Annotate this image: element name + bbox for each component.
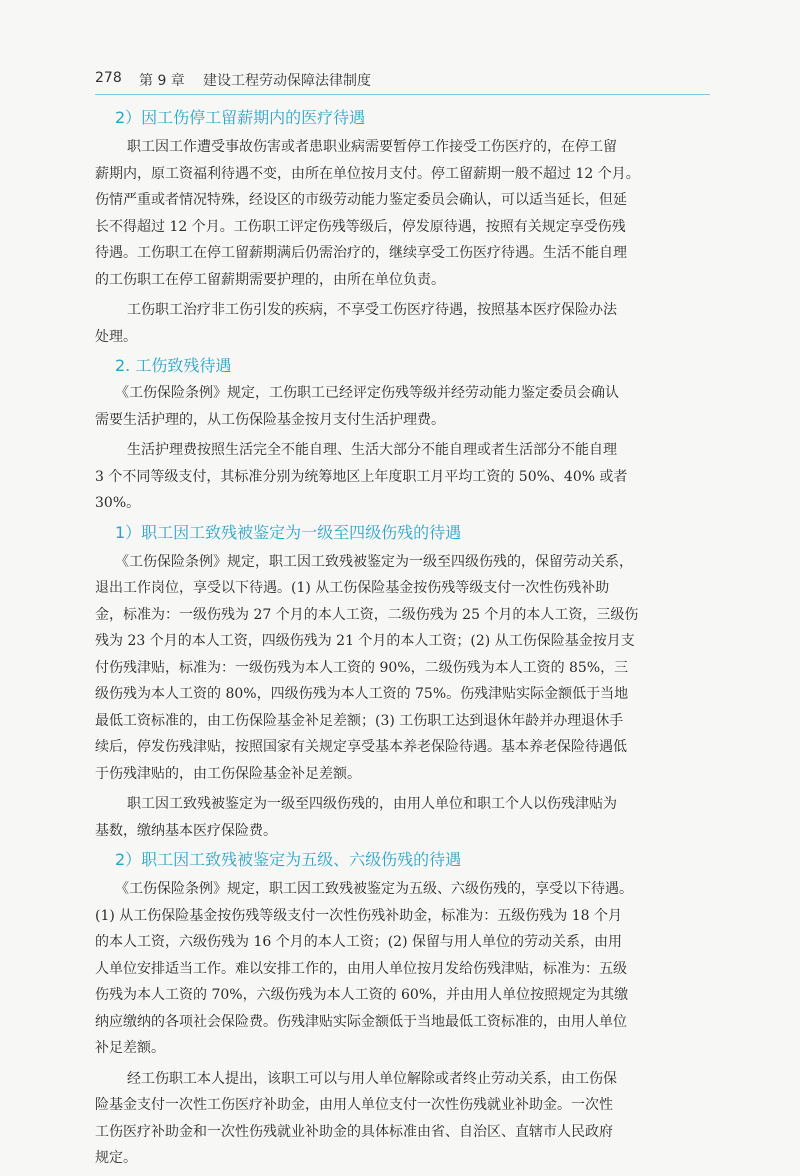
paragraph <box>95 1066 710 1172</box>
text-line: 《工伤保险条例》规定，工伤职工已经评定伤残等级并经劳动能力鉴定委员会确认 <box>115 385 619 401</box>
text-line: 30%。 <box>95 495 141 511</box>
text-line: 纳应缴纳的各项社会保险费。伤残津贴实际金额低于当地最低工资标准的，由用人单位 <box>95 1013 627 1030</box>
paragraph <box>95 549 710 788</box>
text-line: 伤情严重或者情况特殊，经设区的市级劳动能力鉴定委员会确认，可以适当延长，但延 <box>95 192 627 208</box>
text-line: 处理。 <box>95 328 137 345</box>
chapter-title: 建设工程劳动保障法律制度 <box>203 73 371 89</box>
text-line: 金，标准为：一级伤残为 27 个月的本人工资，二级伤残为 25 个月的本人工资，三级伤 <box>95 606 639 623</box>
paragraph <box>95 297 710 350</box>
text-line: (1) 从工伤保险基金按伤残等级支付一次性伤残补助金，标准为：五级伤残为 18 个月 <box>95 907 622 924</box>
paragraph <box>95 791 710 844</box>
text-line: 人单位安排适当工作。难以安排工作的，由用人单位按月发给伤残津贴，标准为：五级 <box>95 960 627 977</box>
chapter-label: 第 9 章 <box>139 73 185 89</box>
text-line: 付伤残津贴，标准为：一级伤残为本人工资的 90%，二级伤残为本人工资的 85%，三 <box>95 659 629 676</box>
text-line: 工伤职工治疗非工伤引发的疾病，不享受工伤医疗待遇，按照基本医疗保险办法 <box>127 302 617 318</box>
text-line: 需要生活护理的，从工伤保险基金按月支付生活护理费。 <box>95 411 445 428</box>
paragraph <box>95 437 710 517</box>
text-line: 级伤残为本人工资的 80%，四级伤残为本人工资的 75%。伤残津贴实际金额低于当地 <box>95 686 629 702</box>
page-number: 278 <box>95 70 122 86</box>
text-line: 待遇。工伤职工在停工留薪期满后仍需治疗的，继续享受工伤医疗待遇。生活不能自理 <box>95 245 627 261</box>
text-line: 续后，停发伤残津贴，按照国家有关规定享受基本养老保险待遇。基本养老保险待遇低 <box>95 739 627 755</box>
text-line: 生活护理费按照生活完全不能自理、生活大部分不能自理或者生活部分不能自理 <box>127 442 617 458</box>
subsection-heading: 2）职工因工致残被鉴定为五级、六级伤残的待遇 <box>115 850 462 869</box>
text-line: 残为 23 个月的本人工资，四级伤残为 21 个月的本人工资；(2) 从工伤保险基金按月支 <box>95 633 635 649</box>
page-body <box>95 106 710 1176</box>
text-line: 退出工作岗位，享受以下待遇。(1) 从工伤保险基金按伤残等级支付一次性伤残补助 <box>95 580 610 596</box>
text-line: 险基金支付一次性工伤医疗补助金，由用人单位支付一次性伤残就业补助金。一次性 <box>95 1097 613 1113</box>
paragraph <box>95 380 710 433</box>
text-line: 于伤残津贴的，由工伤保险基金补足差额。 <box>95 765 361 782</box>
section-heading: 2. 工伤致残待遇 <box>115 356 232 375</box>
text-line: 职工因工致残被鉴定为一级至四级伤残的，由用人单位和职工个人以伤残津贴为 <box>127 796 617 812</box>
text-line: 最低工资标准的，由工伤保险基金补足差额；(3) 工伤职工达到退休年龄并办理退休手 <box>95 712 624 729</box>
text-line: 的本人工资，六级伤残为 16 个月的本人工资；(2) 保留与用人单位的劳动关系，由用 <box>95 934 622 950</box>
text-line: 基数，缴纳基本医疗保险费。 <box>95 822 277 839</box>
subsection-heading: 2）因工伤停工留薪期内的医疗待遇 <box>115 108 366 127</box>
paragraph <box>95 134 710 293</box>
text-line: 职工因工作遭受事故伤害或者患职业病需要暂停工作接受工伤医疗的，在停工留 <box>127 139 617 155</box>
text-line: 《工伤保险条例》规定，职工因工致残被鉴定为五级、六级伤残的，享受以下待遇。 <box>115 881 633 897</box>
text-line: 补足差额。 <box>95 1040 165 1056</box>
text-line: 工伤医疗补助金和一次性伤残就业补助金的具体标准由省、自治区、直辖市人民政府 <box>95 1123 613 1140</box>
text-line: 长不得超过 12 个月。工伤职工评定伤残等级后，停发原待遇，按照有关规定享受伤残 <box>95 218 626 235</box>
text-line: 薪期内，原工资福利待遇不变，由所在单位按月支付。停工留薪期一般不超过 12 个月。 <box>95 165 640 182</box>
running-header <box>95 64 710 95</box>
text-line: 3 个不同等级支付，其标准分别为统筹地区上年度职工月平均工资的 50%、40% 或者 <box>95 468 628 485</box>
paragraph <box>95 876 710 1062</box>
text-line: 伤残为本人工资的 70%，六级伤残为本人工资的 60%，并由用人单位按照规定为其缴 <box>95 987 629 1003</box>
text-line: 规定。 <box>95 1150 137 1166</box>
text-line: 《工伤保险条例》规定，职工因工致残被鉴定为一级至四级伤残的，保留劳动关系， <box>115 553 633 570</box>
subsection-heading: 1）职工因工致残被鉴定为一级至四级伤残的待遇 <box>115 522 462 542</box>
text-line: 的工伤职工在停工留薪期需要护理的，由所在单位负责。 <box>95 271 445 288</box>
text-line: 经工伤职工本人提出，该职工可以与用人单位解除或者终止劳动关系，由工伤保 <box>127 1070 617 1087</box>
